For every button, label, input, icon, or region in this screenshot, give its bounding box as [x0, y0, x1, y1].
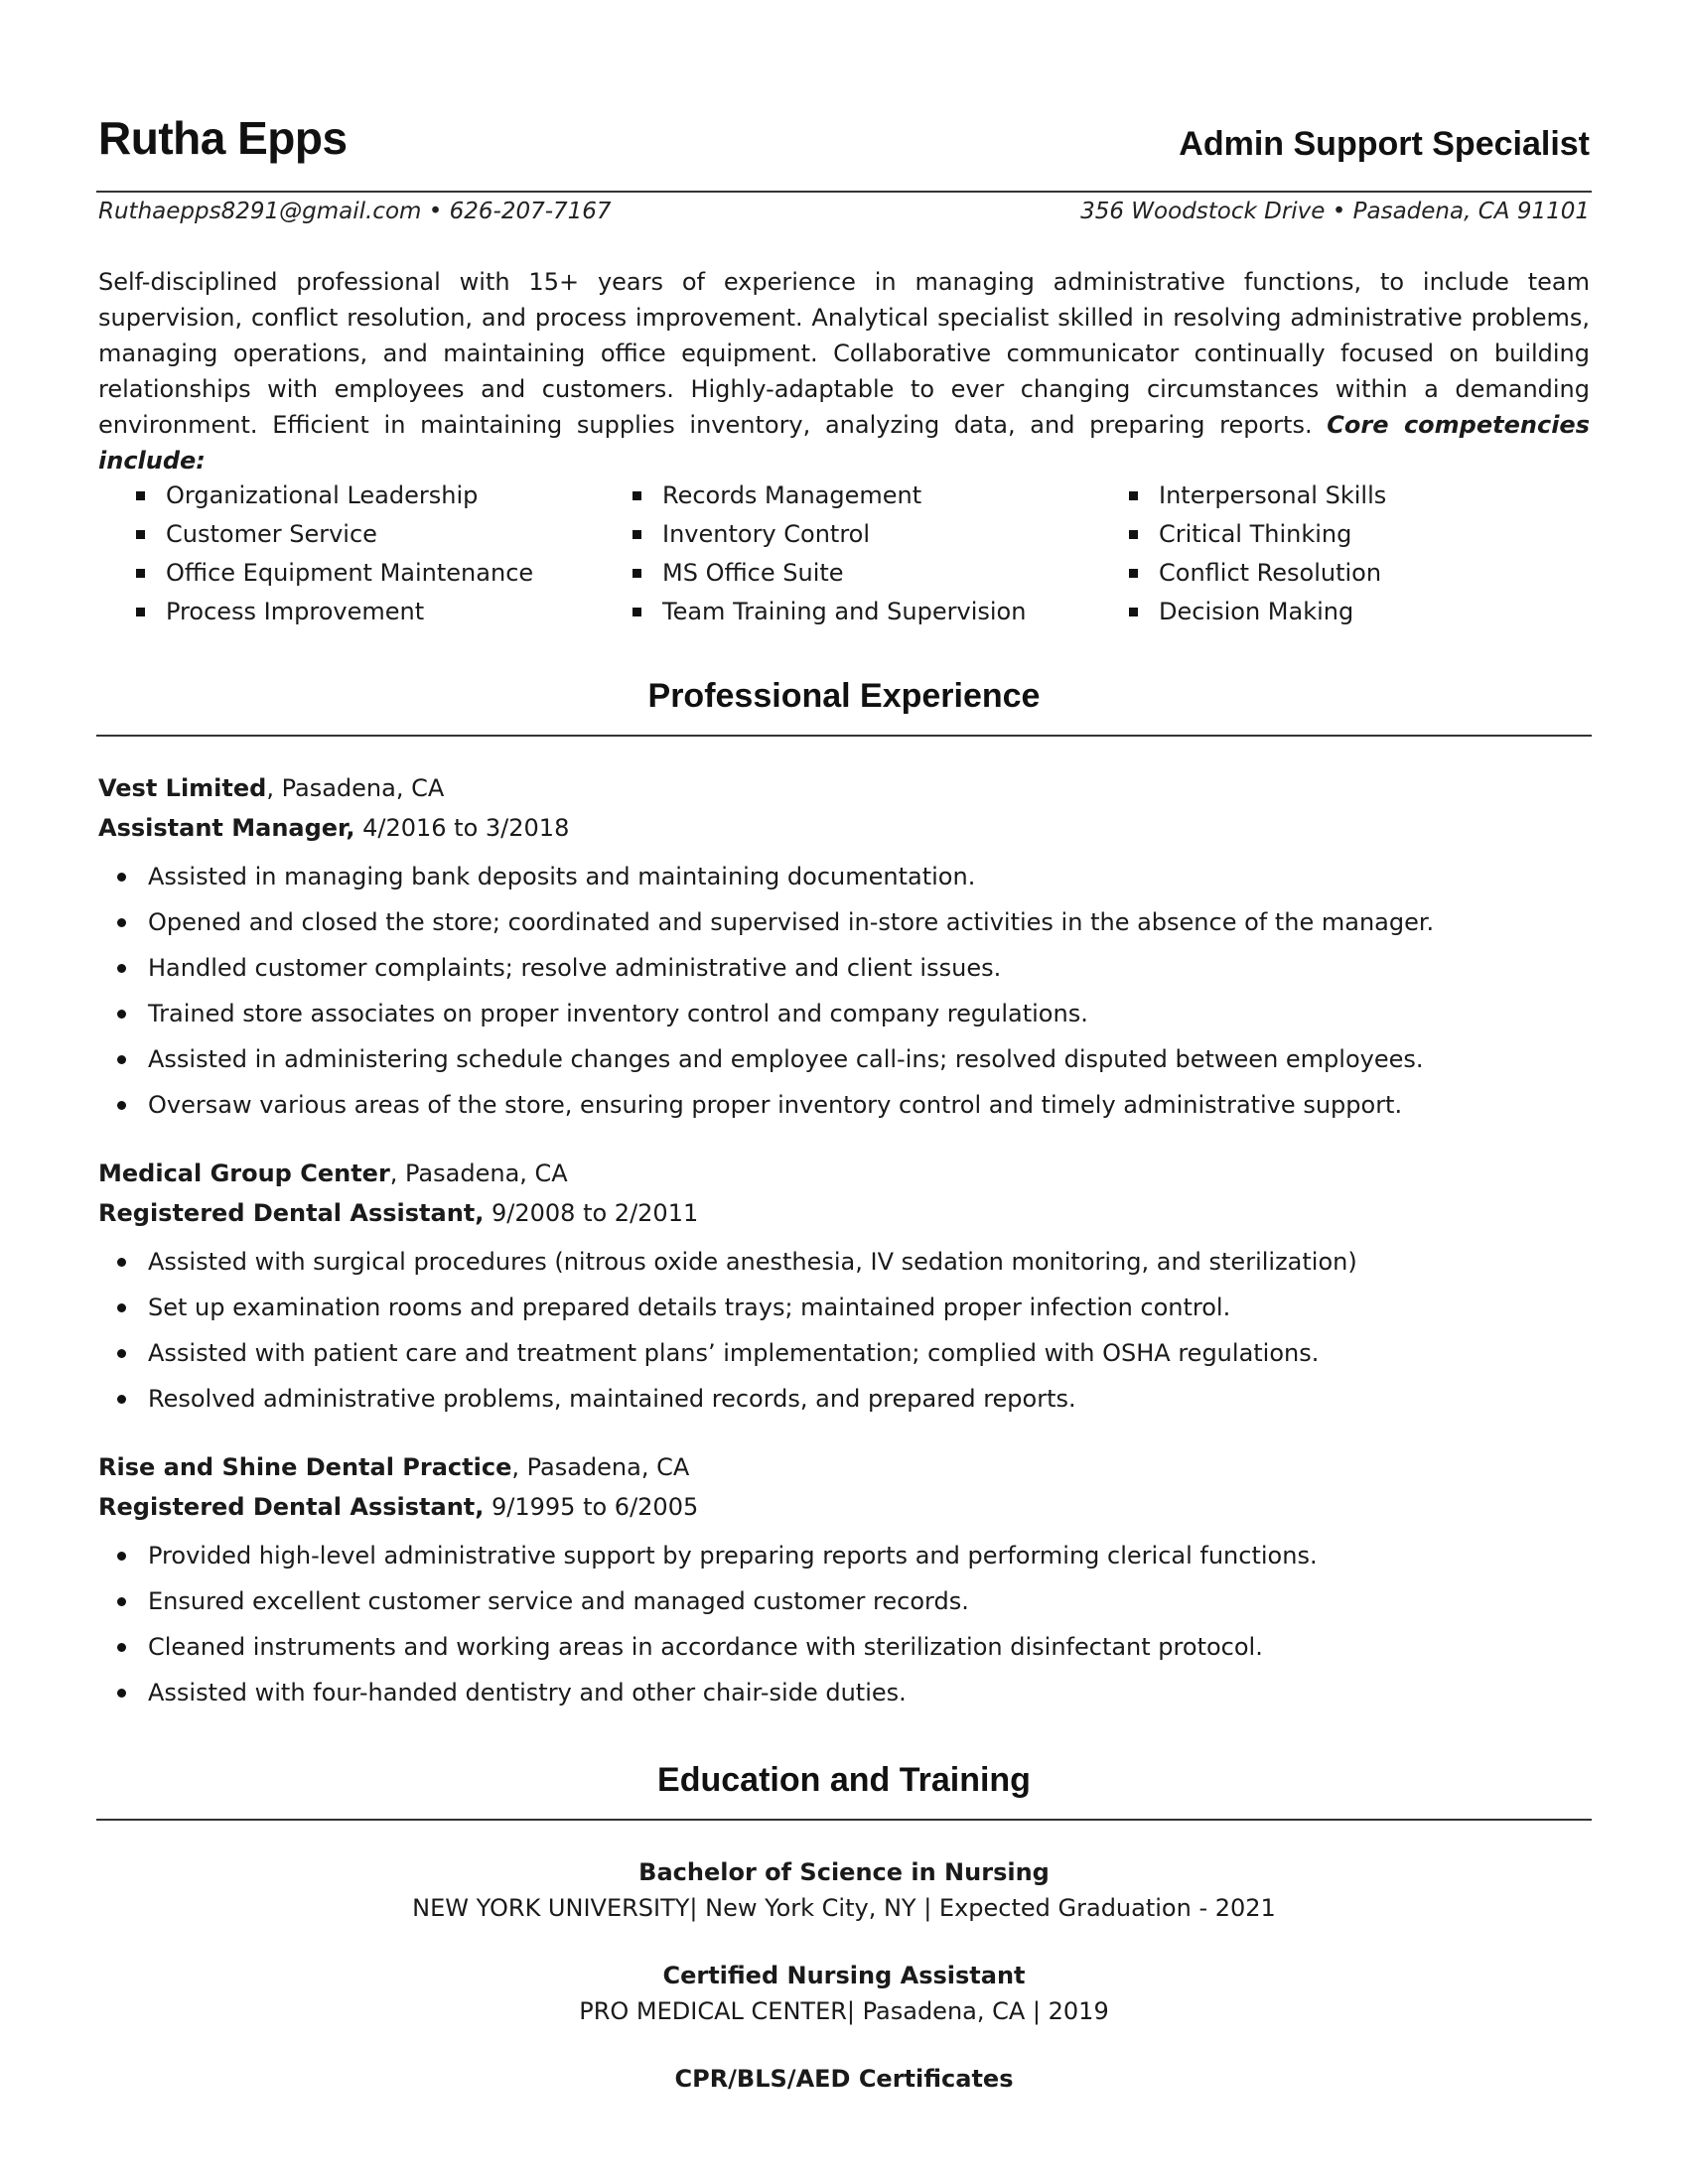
competency-item: Office Equipment Maintenance	[136, 554, 533, 593]
professional-summary	[98, 264, 1590, 478]
duty-item: Oversaw various areas of the store, ensuring proper inventory control and timely administrative support.	[98, 1082, 1590, 1128]
education-entry-2	[96, 1958, 1592, 2029]
degree-name: Certified Nursing Assistant	[662, 1962, 1026, 1989]
duty-item: Resolved administrative problems, maintained records, and prepared reports.	[98, 1376, 1590, 1422]
competency-item: Decision Making	[1129, 593, 1386, 631]
job-entry-2	[98, 1154, 1590, 1422]
resume-page	[96, 0, 1592, 2184]
competency-item: Interpersonal Skills	[1129, 477, 1386, 515]
job-role-line	[98, 1487, 1590, 1527]
duty-item: Cleaned instruments and working areas in accordance with sterilization disinfectant protocol.	[98, 1624, 1590, 1670]
education-heading: Education and Training	[657, 1761, 1031, 1799]
company-name: Vest Limited	[98, 774, 267, 802]
job-role: Registered Dental Assistant,	[98, 1199, 485, 1227]
competency-column-3	[1129, 477, 1386, 631]
core-competencies	[96, 477, 1592, 635]
competency-column-2	[633, 477, 1026, 631]
summary-emphasis: Core competencies include:	[98, 411, 1590, 475]
target-job-title: Admin Support Specialist	[1179, 125, 1590, 163]
education-entry-3	[96, 2061, 1592, 2097]
contact-line	[98, 199, 1590, 238]
competency-column-1	[136, 477, 533, 631]
job-duties	[98, 1239, 1590, 1422]
job-dates: 9/1995 to 6/2005	[484, 1493, 699, 1521]
duty-item: Set up examination rooms and prepared details trays; maintained proper infection control.	[98, 1285, 1590, 1330]
company-name: Medical Group Center	[98, 1160, 390, 1187]
institution-detail: NEW YORK UNIVERSITY| New York City, NY | Expected Graduation - 2021	[412, 1894, 1276, 1922]
job-employer-line	[98, 1447, 1590, 1487]
competency-item: Organizational Leadership	[136, 477, 533, 515]
summary-text: Self-disciplined professional with 15+ years of experience in managing administrative functions, to include team supervision, conflict resolution, and process improvement. Analytical specialist skilled in resolving administrative problems, managing operations, and maintaining office equipment. Collaborative communicator continually focused on building relationships with employees and customers. Highly-adaptable to ever changing circumstances within a demanding environment. Efficient in maintaining supplies inventory, analyzing data, and preparing reports.	[98, 268, 1590, 439]
competency-item: Customer Service	[136, 515, 533, 554]
duty-item: Opened and closed the store; coordinated and supervised in-store activities in the absence of the manager.	[98, 899, 1590, 945]
duty-item: Trained store associates on proper inventory control and company regulations.	[98, 991, 1590, 1036]
company-location: , Pasadena, CA	[389, 1160, 568, 1187]
job-role: Assistant Manager,	[98, 814, 355, 842]
job-role-line	[98, 1193, 1590, 1233]
company-name: Rise and Shine Dental Practice	[98, 1453, 512, 1481]
address: 356 Woodstock Drive • Pasadena, CA 91101	[1080, 199, 1590, 224]
duty-item: Assisted with four-handed dentistry and other chair-side duties.	[98, 1670, 1590, 1715]
duty-item: Assisted with surgical procedures (nitrous oxide anesthesia, IV sedation monitoring, and sterilization)	[98, 1239, 1590, 1285]
experience-heading: Professional Experience	[647, 677, 1041, 715]
job-employer-line	[98, 768, 1590, 808]
education-entry-1	[96, 1854, 1592, 1926]
company-location: , Pasadena, CA	[266, 774, 445, 802]
institution-detail: PRO MEDICAL CENTER| Pasadena, CA | 2019	[579, 1997, 1109, 2025]
job-duties	[98, 854, 1590, 1128]
job-dates: 4/2016 to 3/2018	[354, 814, 570, 842]
duty-item: Provided high-level administrative support by preparing reports and performing clerical functions.	[98, 1533, 1590, 1578]
job-role-line	[98, 808, 1590, 848]
company-location: , Pasadena, CA	[511, 1453, 690, 1481]
duty-item: Assisted in administering schedule changes and employee call-ins; resolved disputed between employees.	[98, 1036, 1590, 1082]
competency-item: Conflict Resolution	[1129, 554, 1386, 593]
competency-item: Inventory Control	[633, 515, 1026, 554]
competency-item: Team Training and Supervision	[633, 593, 1026, 631]
competency-item: Process Improvement	[136, 593, 533, 631]
duty-item: Assisted in managing bank deposits and maintaining documentation.	[98, 854, 1590, 899]
duty-item: Ensured excellent customer service and managed customer records.	[98, 1578, 1590, 1624]
job-entry-3	[98, 1447, 1590, 1715]
email-phone: Ruthaepps8291@gmail.com • 626-207-7167	[98, 199, 612, 224]
competency-item: MS Office Suite	[633, 554, 1026, 593]
job-entry-1	[98, 768, 1590, 1128]
resume-header	[96, 111, 1592, 193]
job-employer-line	[98, 1154, 1590, 1193]
experience-divider	[96, 735, 1592, 737]
job-role: Registered Dental Assistant,	[98, 1493, 485, 1521]
duty-item: Handled customer complaints; resolve administrative and client issues.	[98, 945, 1590, 991]
degree-name: Bachelor of Science in Nursing	[638, 1858, 1050, 1886]
job-dates: 9/2008 to 2/2011	[484, 1199, 699, 1227]
education-divider	[96, 1819, 1592, 1821]
duty-item: Assisted with patient care and treatment plans’ implementation; complied with OSHA regulations.	[98, 1330, 1590, 1376]
competency-item: Critical Thinking	[1129, 515, 1386, 554]
competency-item: Records Management	[633, 477, 1026, 515]
candidate-name: Rutha Epps	[98, 112, 348, 164]
job-duties	[98, 1533, 1590, 1715]
degree-name: CPR/BLS/AED Certificates	[674, 2065, 1014, 2093]
